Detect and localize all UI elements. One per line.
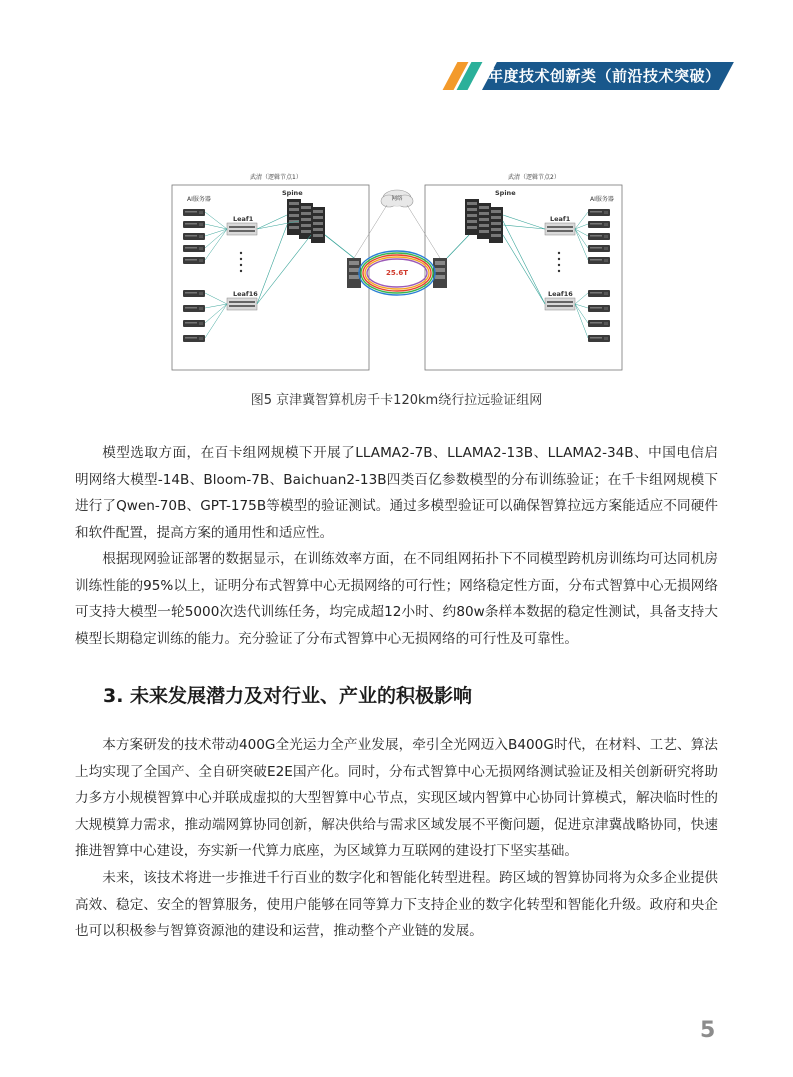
left-server — [183, 257, 205, 264]
right-spine-switch — [477, 203, 491, 239]
left-server — [183, 290, 205, 297]
figure-caption: 图5 京津冀智算机房千卡120km绕行拉远验证组网 — [250, 393, 543, 408]
left-server — [183, 209, 205, 216]
right-spine-label: Spine — [495, 189, 516, 197]
right-server — [588, 320, 610, 327]
left-server — [183, 305, 205, 312]
right-leaf1-label: Leaf1 — [550, 215, 571, 223]
left-leaf16-switch — [227, 298, 257, 310]
left-server — [183, 233, 205, 240]
paragraph-future-outlook: 未来，该技术将进一步推进千行百业的数字化和智能化转型进程。跨区域的智算协同将为众多企业提供高效、稳定、安全的智算服务，使用户能够在同等算力下支持企业的数字化转型和智能化升级。政府和央企也可以积极参与智算资源池的建设和运营，推动整个产业链的发展。 — [75, 870, 718, 939]
right-server — [588, 233, 610, 240]
right-server — [588, 305, 610, 312]
paragraph-industry-impact: 本方案研发的技术带动400G全光运力全产业发展，牵引全光网迈入B400G时代，在材料、工艺、算法上均实现了全国产、全自研突破E2E国产化。同时，分布式智算中心无损网络测试验证及相关创新研究将助力多方小规模智算中心并联成虚拟的大型智算中心节点，实现区域内智算中心协同计算模式，解决临时性的大规模算力需求，推动端网算协同创新，解决供给与需求区域发展不平衡问题，促进京津冀战略协同，快速推进智算中心建设，夯实新一代算力底座，为区域算力互联网的建设打下坚实基础。 — [75, 737, 718, 859]
network-diagram-svg — [165, 165, 628, 375]
left-leaf16-label: Leaf16 — [233, 290, 258, 298]
right-server — [588, 245, 610, 252]
bandwidth-label: 25.6T — [385, 269, 409, 277]
paragraph-validation-data: 根据现网验证部署的数据显示，在训练效率方面，在不同组网拓扑下不同模型跨机房训练均可达同机房训练性能的95%以上，证明分布式智算中心无损网络的可行性；网络稳定性方面，分布式智算中心无损网络可支持大模型一轮5000次迭代训练任务，均完成超12小时、约80w条样本数据的稳定性测试，具备支持大模型长期稳定训练的能力。充分验证了分布式智算中心无损网络的可行性及可靠性。 — [75, 551, 718, 647]
left-spine-switch — [299, 203, 313, 239]
network-diagram — [165, 165, 628, 375]
right-server — [588, 257, 610, 264]
paragraph-model-selection: 模型选取方面，在百卡组网规模下开展了LLAMA2-7B、LLAMA2-13B、LLAMA2-34B、中国电信启明网络大模型-14B、Bloom-7B、Baichuan2-13B四类百亿参数模型的分布训练验证；在千卡组网规模下进行了Qwen-70B、GPT-175B等模型的验证测试。通过多模型验证可以确保智算拉远方案能适应不同硬件和软件配置，提高方案的通用性和适应性。 — [75, 445, 718, 541]
section-heading: 3. 未来发展潜力及对行业、产业的积极影响 — [103, 685, 473, 707]
left-spine-label: Spine — [282, 189, 303, 197]
left-leaf1-switch — [227, 223, 257, 235]
left-server — [183, 221, 205, 228]
left-spine-switch — [311, 207, 325, 243]
right-spine-switch — [489, 207, 503, 243]
header-badge — [444, 62, 719, 90]
page-number: 5 — [700, 1018, 716, 1043]
right-spine-switch — [465, 199, 479, 235]
left-server — [183, 335, 205, 342]
left-leaf1-label: Leaf1 — [233, 215, 254, 223]
left-server — [183, 320, 205, 327]
left-server — [183, 245, 205, 252]
right-leaf16-switch — [545, 298, 575, 310]
cloud-label: 网络 — [391, 196, 403, 202]
header-badge-text: 年度技术创新类（前沿技术突破） — [488, 67, 721, 85]
left-ai-server-label: AI服务器 — [187, 196, 211, 203]
right-server — [588, 221, 610, 228]
right-ai-server-label: AI服务器 — [590, 196, 614, 203]
right-server — [588, 335, 610, 342]
left-spine-switch — [287, 199, 301, 235]
left-node-title: 武清（逻辑节点1） — [250, 174, 302, 181]
right-server — [588, 209, 610, 216]
right-node-title: 武清（逻辑节点2） — [508, 174, 560, 181]
right-leaf1-switch — [545, 223, 575, 235]
right-server — [588, 290, 610, 297]
right-leaf16-label: Leaf16 — [548, 290, 573, 298]
